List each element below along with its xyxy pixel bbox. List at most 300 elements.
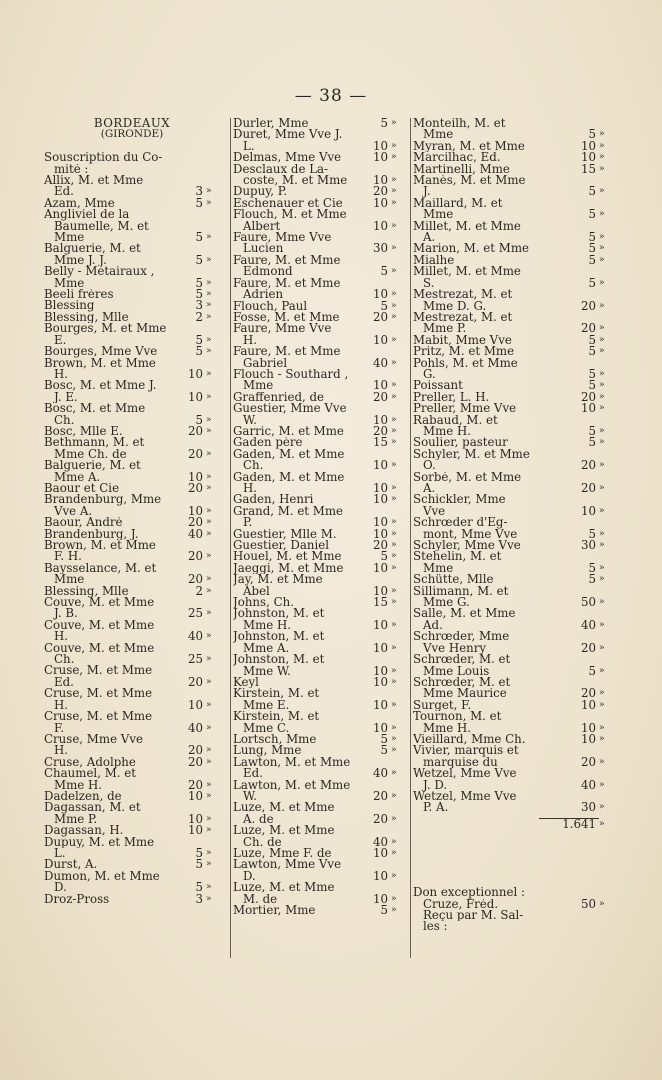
entry-name: Brandenburg, J. — [44, 528, 139, 541]
entry-name: Albert — [243, 220, 281, 233]
list-item — [44, 480, 220, 495]
entry-amount: 40 — [372, 766, 388, 781]
entry-amount: 10 — [372, 332, 388, 347]
entry-suffix: » — [599, 505, 605, 516]
entry-name: Tournon, M. et — [413, 711, 502, 723]
entry-name: D. — [54, 882, 67, 894]
entry-amount: 5 — [588, 230, 596, 245]
entry-name: Eschenauer et Cie — [233, 197, 343, 210]
list-item — [233, 289, 405, 300]
list-item — [44, 788, 220, 803]
list-item — [44, 266, 220, 277]
entry-suffix — [388, 278, 405, 289]
entry-amount: 10 — [372, 617, 388, 632]
list-item — [233, 494, 405, 505]
entry-amount: 5 — [588, 252, 596, 267]
entry-name: F. — [54, 722, 65, 734]
entry-suffix: » — [391, 790, 397, 801]
entry-suffix: » — [206, 346, 212, 357]
entry-name: Dadelzen, de — [44, 790, 122, 803]
entry-name: Mestrezat, M. et — [413, 311, 513, 324]
list-item — [44, 608, 220, 619]
entry-suffix: » — [599, 254, 605, 265]
entry-name: J. B. — [54, 608, 78, 620]
list-item — [413, 118, 613, 129]
entry-name: A. de — [243, 813, 274, 826]
entry-suffix: » — [206, 232, 212, 243]
entry-name: Gaden père — [233, 437, 303, 449]
entry-suffix — [203, 540, 220, 551]
entry-suffix: » — [206, 528, 212, 539]
entry-suffix — [203, 152, 220, 163]
entry-suffix: » — [206, 471, 212, 482]
entry-name: Kirstein, M. et — [233, 711, 320, 723]
entry-name: Mme — [243, 380, 274, 392]
entry-amount: 10 — [580, 138, 596, 153]
list-item — [44, 551, 220, 562]
entry-suffix — [596, 175, 613, 186]
entry-suffix: » — [599, 300, 605, 311]
entry-suffix — [596, 198, 613, 209]
entry-amount: 10 — [372, 378, 388, 393]
entry-amount: 10 — [372, 173, 388, 188]
entry-suffix — [596, 517, 613, 528]
entry-amount: 40 — [187, 720, 203, 735]
entry-name: Delmas, Mme Vve — [233, 152, 342, 164]
list-item — [44, 221, 220, 232]
list-item — [413, 175, 613, 186]
entry-name: Vve A. — [54, 505, 93, 518]
entry-name: Guestier, Mlle M. — [233, 528, 337, 541]
entry-name: Duret, Mme Vve J. — [233, 129, 343, 141]
entry-amount: 10 — [187, 788, 203, 803]
entry-suffix: » — [206, 186, 212, 197]
entry-amount: 10 — [580, 150, 596, 165]
entry-name: Belly - Métairaux , — [44, 266, 155, 278]
column-1 — [44, 118, 220, 905]
entry-amount: 10 — [372, 583, 388, 598]
list-item — [233, 811, 405, 826]
section-heading: BORDEAUX — [93, 116, 171, 130]
entry-suffix — [388, 346, 405, 357]
entry-name: Sillimann, M. et — [413, 585, 509, 598]
entry-amount: 5 — [588, 241, 596, 256]
entry-suffix: » — [391, 380, 397, 391]
entry-name: mont, Mme Vve — [423, 528, 518, 541]
entry-suffix: » — [206, 448, 212, 459]
entry-amount: 5 — [588, 526, 596, 541]
entry-name: Don exceptionnel : — [413, 887, 525, 899]
entry-name: Bosc, M. et Mme J. — [44, 380, 157, 392]
entry-suffix — [203, 665, 220, 676]
entry-suffix: » — [206, 311, 212, 322]
entry-suffix — [203, 734, 220, 745]
entry-name: Luze, M. et Mme — [233, 802, 335, 814]
entry-amount: 5 — [588, 366, 596, 381]
total-row: 1.641 » — [413, 819, 613, 830]
list-item — [44, 309, 220, 324]
entry-suffix — [596, 910, 613, 921]
entry-suffix: » — [391, 140, 397, 151]
entry-name: Lawton, M. et Mme — [233, 756, 351, 769]
entry-name: Johnston, M. et — [233, 631, 325, 643]
entry-suffix: » — [391, 460, 397, 471]
entry-name: Baour et Cie — [44, 482, 120, 495]
entry-suffix: » — [599, 129, 605, 140]
entry-name: Ch. — [54, 654, 75, 666]
entry-suffix: » — [206, 254, 212, 265]
entry-amount: 5 — [588, 560, 596, 575]
entry-suffix — [388, 506, 405, 517]
entry-suffix: » — [391, 551, 397, 562]
entry-amount: 5 — [588, 275, 596, 290]
list-item — [44, 574, 220, 585]
list-item — [44, 300, 220, 311]
list-item — [44, 243, 220, 254]
entry-name: Cruse, M. et Mme — [44, 688, 153, 700]
entry-name: A. — [423, 232, 436, 244]
entry-suffix: » — [206, 745, 212, 756]
entry-suffix — [388, 711, 405, 722]
entry-suffix — [203, 620, 220, 631]
entry-suffix: » — [391, 197, 397, 208]
list-item — [233, 560, 405, 575]
entry-amount: 20 — [372, 389, 388, 404]
entry-amount: 20 — [580, 481, 596, 495]
entry-amount: 5 — [588, 127, 596, 142]
entry-name: Cruse, Mme Vve — [44, 733, 143, 746]
entry-suffix — [388, 631, 405, 642]
entry-amount: 10 — [372, 150, 388, 165]
entry-suffix: » — [599, 209, 605, 220]
entry-suffix: » — [206, 505, 212, 516]
entry-amount: 15 — [372, 595, 388, 610]
list-item — [413, 697, 613, 712]
entry-amount: 10 — [372, 891, 388, 906]
entry-suffix: » — [391, 562, 397, 573]
entry-suffix: » — [599, 802, 605, 813]
entry-name: Dagassan, M. et — [44, 802, 141, 814]
entry-name: Flouch - Southard , — [233, 368, 349, 381]
entry-suffix: » — [599, 733, 605, 744]
entry-amount: 20 — [580, 389, 596, 404]
entry-suffix: » — [599, 437, 605, 448]
entry-name: Preller, Mme Vve — [413, 403, 517, 415]
entry-suffix — [203, 837, 220, 848]
entry-name: H. — [54, 745, 69, 757]
entry-suffix: » — [599, 898, 605, 909]
entry-name: Mabit, Mme Vve — [413, 334, 512, 347]
entry-suffix — [596, 494, 613, 505]
entry-suffix: » — [391, 642, 397, 653]
entry-suffix: » — [599, 574, 605, 585]
entry-amount: 10 — [187, 389, 203, 404]
entry-amount: 10 — [372, 218, 388, 233]
list-item — [413, 551, 613, 562]
entry-suffix — [388, 232, 405, 243]
list-item — [44, 275, 220, 290]
entry-suffix — [388, 403, 405, 414]
entry-suffix: » — [599, 699, 605, 710]
entry-amount: 20 — [372, 423, 388, 438]
entry-name: Schyler, M. et Mme — [413, 448, 530, 461]
entry-name: Ch. — [243, 460, 264, 472]
entry-name: Mme Louis — [423, 665, 490, 677]
entry-amount: 20 — [372, 788, 388, 803]
entry-name: Ed. — [54, 186, 74, 198]
entry-suffix: » — [391, 597, 397, 608]
entry-name: Salle, M. et Mme — [413, 608, 516, 620]
list-item — [233, 768, 405, 779]
entry-amount — [173, 152, 203, 163]
entry-suffix — [596, 654, 613, 665]
entry-name: L. — [54, 847, 66, 860]
entry-amount: 10 — [187, 366, 203, 381]
entry-amount — [173, 209, 203, 220]
entry-suffix: » — [599, 460, 605, 471]
entry-amount: 10 — [372, 458, 388, 473]
entry-amount: 10 — [187, 811, 203, 826]
entry-suffix — [388, 825, 405, 836]
entry-amount: 10 — [372, 868, 388, 883]
list-item — [44, 825, 220, 836]
list-item — [233, 891, 405, 906]
entry-name: marquise du — [423, 756, 498, 769]
entry-suffix: » — [599, 391, 605, 402]
entry-name: Baumelle, M. et — [54, 220, 149, 233]
entry-suffix: » — [206, 699, 212, 710]
entry-suffix: » — [391, 425, 397, 436]
entry-name: Brown, M. et Mme — [44, 540, 156, 552]
entry-name: Sorbé, M. et Mme — [413, 471, 522, 483]
list-item — [413, 896, 613, 911]
entry-name: Droz-Pross — [44, 893, 110, 906]
entry-name: P. A. — [423, 802, 449, 814]
list-item — [413, 910, 613, 921]
entry-name: Mme — [54, 277, 85, 290]
entry-suffix: » — [206, 277, 212, 288]
entry-suffix: » — [206, 790, 212, 801]
entry-amount: 10 — [372, 412, 388, 427]
list-item — [233, 540, 405, 551]
entry-suffix — [596, 415, 613, 426]
entry-amount: 10 — [187, 503, 203, 518]
entry-name: Rabaud, M. et — [413, 414, 498, 426]
entry-amount: 20 — [187, 674, 203, 689]
entry-name: Wetzel, Mme Vve — [413, 790, 517, 803]
entry-amount: 30 — [372, 241, 388, 256]
entry-suffix — [388, 323, 405, 334]
entry-amount: 40 — [580, 777, 596, 792]
list-item — [44, 152, 220, 163]
entry-amount: 15 — [580, 161, 596, 176]
entry-name: Durler, Mme — [233, 118, 309, 130]
entry-suffix: » — [206, 334, 212, 345]
entry-suffix — [596, 221, 613, 232]
entry-name: O. — [423, 460, 436, 472]
list-item — [413, 540, 613, 551]
entry-name: J. — [423, 186, 431, 198]
list-item — [233, 152, 405, 163]
list-item — [44, 845, 220, 860]
entry-name: Myran, M. et Mme — [413, 140, 525, 153]
entry-suffix — [203, 871, 220, 882]
entry-name: A. — [423, 483, 436, 495]
entry-amount: 5 — [195, 344, 203, 359]
entry-name: Chaumel, M. et — [44, 768, 136, 780]
entry-suffix — [596, 289, 613, 300]
list-item — [413, 517, 613, 528]
entry-name: Luze, M. et Mme — [233, 825, 335, 837]
entry-suffix: » — [599, 540, 605, 551]
entry-name: Schütte, Mlle — [413, 574, 494, 586]
entry-amount: 10 — [580, 697, 596, 712]
list-item — [44, 389, 220, 404]
entry-amount: 20 — [187, 423, 203, 438]
entry-suffix: » — [206, 722, 212, 733]
list-item — [233, 674, 405, 689]
entry-amount: 5 — [195, 230, 203, 245]
entry-suffix: » — [391, 494, 397, 505]
entry-name: Stehelin, M. et — [413, 551, 502, 563]
entry-name: Dumon, M. et Mme — [44, 870, 160, 883]
entry-suffix: » — [206, 608, 212, 619]
entry-amount: 20 — [187, 480, 203, 495]
entry-amount: 5 — [588, 332, 596, 347]
entry-suffix: » — [391, 768, 397, 779]
list-item — [413, 358, 613, 369]
entry-amount: 10 — [372, 846, 388, 860]
entry-suffix — [388, 209, 405, 220]
entry-suffix: » — [391, 437, 397, 448]
entry-name: Vve — [423, 505, 446, 518]
entry-suffix: » — [206, 425, 212, 436]
list-item — [413, 802, 613, 813]
entry-name: Cruse, M. et Mme — [44, 665, 153, 677]
entry-amount — [173, 164, 203, 175]
entry-suffix — [388, 449, 405, 460]
entry-amount: 10 — [372, 138, 388, 153]
entry-amount: 2 — [195, 583, 203, 598]
entry-name: Fosse, M. et Mme — [233, 311, 340, 324]
entry-suffix: » — [599, 597, 605, 608]
entry-suffix: » — [391, 289, 397, 300]
entry-suffix: » — [599, 163, 605, 174]
list-item — [233, 389, 405, 404]
entry-suffix — [596, 768, 613, 779]
entry-name: Mme — [423, 129, 454, 141]
entry-suffix: » — [599, 277, 605, 288]
list-item — [44, 164, 220, 175]
page-number: — 38 — — [294, 86, 368, 106]
entry-suffix — [203, 175, 220, 186]
entry-suffix: » — [391, 414, 397, 425]
list-item — [44, 697, 220, 712]
list-item — [233, 195, 405, 210]
entry-suffix — [388, 472, 405, 483]
entry-name: Abel — [243, 585, 270, 598]
entry-name: Martinelli, Mme — [413, 163, 510, 176]
entry-name: Balguerie, M. et — [44, 460, 141, 472]
list-item — [44, 346, 220, 357]
list-item — [44, 209, 220, 220]
entry-suffix: » — [391, 243, 397, 254]
entry-name: Monteilh, M. et — [413, 118, 506, 130]
entry-name: D. — [243, 870, 256, 883]
list-item — [233, 731, 405, 746]
entry-amount: 20 — [187, 777, 203, 792]
list-item — [413, 574, 613, 585]
entry-name: Mme H. — [423, 722, 472, 734]
entry-suffix: » — [391, 357, 397, 368]
list-item — [233, 118, 405, 129]
entry-suffix: » — [391, 585, 397, 596]
entry-name: Schrœder, M. et — [413, 654, 511, 666]
entry-name: Vivier, marquis et — [413, 745, 519, 757]
entry-name: Ed. — [54, 676, 74, 689]
entry-amount: 10 — [372, 287, 388, 302]
entry-suffix — [596, 791, 613, 802]
entry-suffix — [388, 129, 405, 140]
entry-amount: 25 — [187, 606, 203, 621]
entry-suffix — [203, 494, 220, 505]
list-item — [413, 617, 613, 632]
entry-name: Bosc, M. et Mme — [44, 403, 146, 415]
entry-suffix: » — [206, 300, 212, 311]
entry-amount: 40 — [372, 355, 388, 370]
entry-name: Mme C. — [243, 722, 290, 734]
entry-suffix — [203, 802, 220, 813]
entry-suffix — [203, 688, 220, 699]
list-item — [413, 921, 613, 932]
list-item — [233, 640, 405, 655]
entry-suffix: » — [391, 893, 397, 904]
entry-amount: 10 — [372, 526, 388, 541]
entry-amount: 3 — [195, 891, 203, 906]
entry-suffix: » — [391, 540, 397, 551]
entry-name: J. D. — [423, 779, 448, 791]
entry-name: Faure, M. et Mme — [233, 254, 341, 267]
list-item — [233, 437, 405, 448]
entry-name: Beeli frères — [44, 289, 114, 301]
entry-suffix: » — [206, 654, 212, 665]
entry-suffix: » — [206, 859, 212, 870]
entry-name: Couve, M. et Mme — [44, 619, 155, 632]
entry-suffix: » — [391, 266, 397, 277]
entry-suffix: » — [391, 175, 397, 186]
entry-amount: 30 — [580, 538, 596, 553]
entry-suffix: » — [391, 311, 397, 322]
entry-name: Surget, F. — [413, 699, 472, 712]
entry-name: Mme A. — [243, 642, 290, 655]
entry-amount: 10 — [187, 823, 203, 838]
entry-suffix — [203, 380, 220, 391]
entry-name: Vieillard, Mme Ch. — [413, 733, 526, 746]
list-item — [44, 871, 220, 882]
entry-amount: 5 — [380, 264, 388, 279]
entry-amount: 10 — [372, 560, 388, 575]
entry-amount: 10 — [580, 731, 596, 746]
entry-name: Dagassan, H. — [44, 825, 124, 837]
list-item — [413, 275, 613, 290]
list-item — [44, 674, 220, 689]
entry-name: E. — [54, 334, 67, 347]
entry-suffix: » — [206, 813, 212, 824]
list-item — [44, 583, 220, 598]
entry-amount: 3 — [195, 298, 203, 313]
entry-name: Jaeggi, M. et Mme — [233, 562, 344, 575]
entry-name: Houel, M. et Mme — [233, 551, 342, 563]
